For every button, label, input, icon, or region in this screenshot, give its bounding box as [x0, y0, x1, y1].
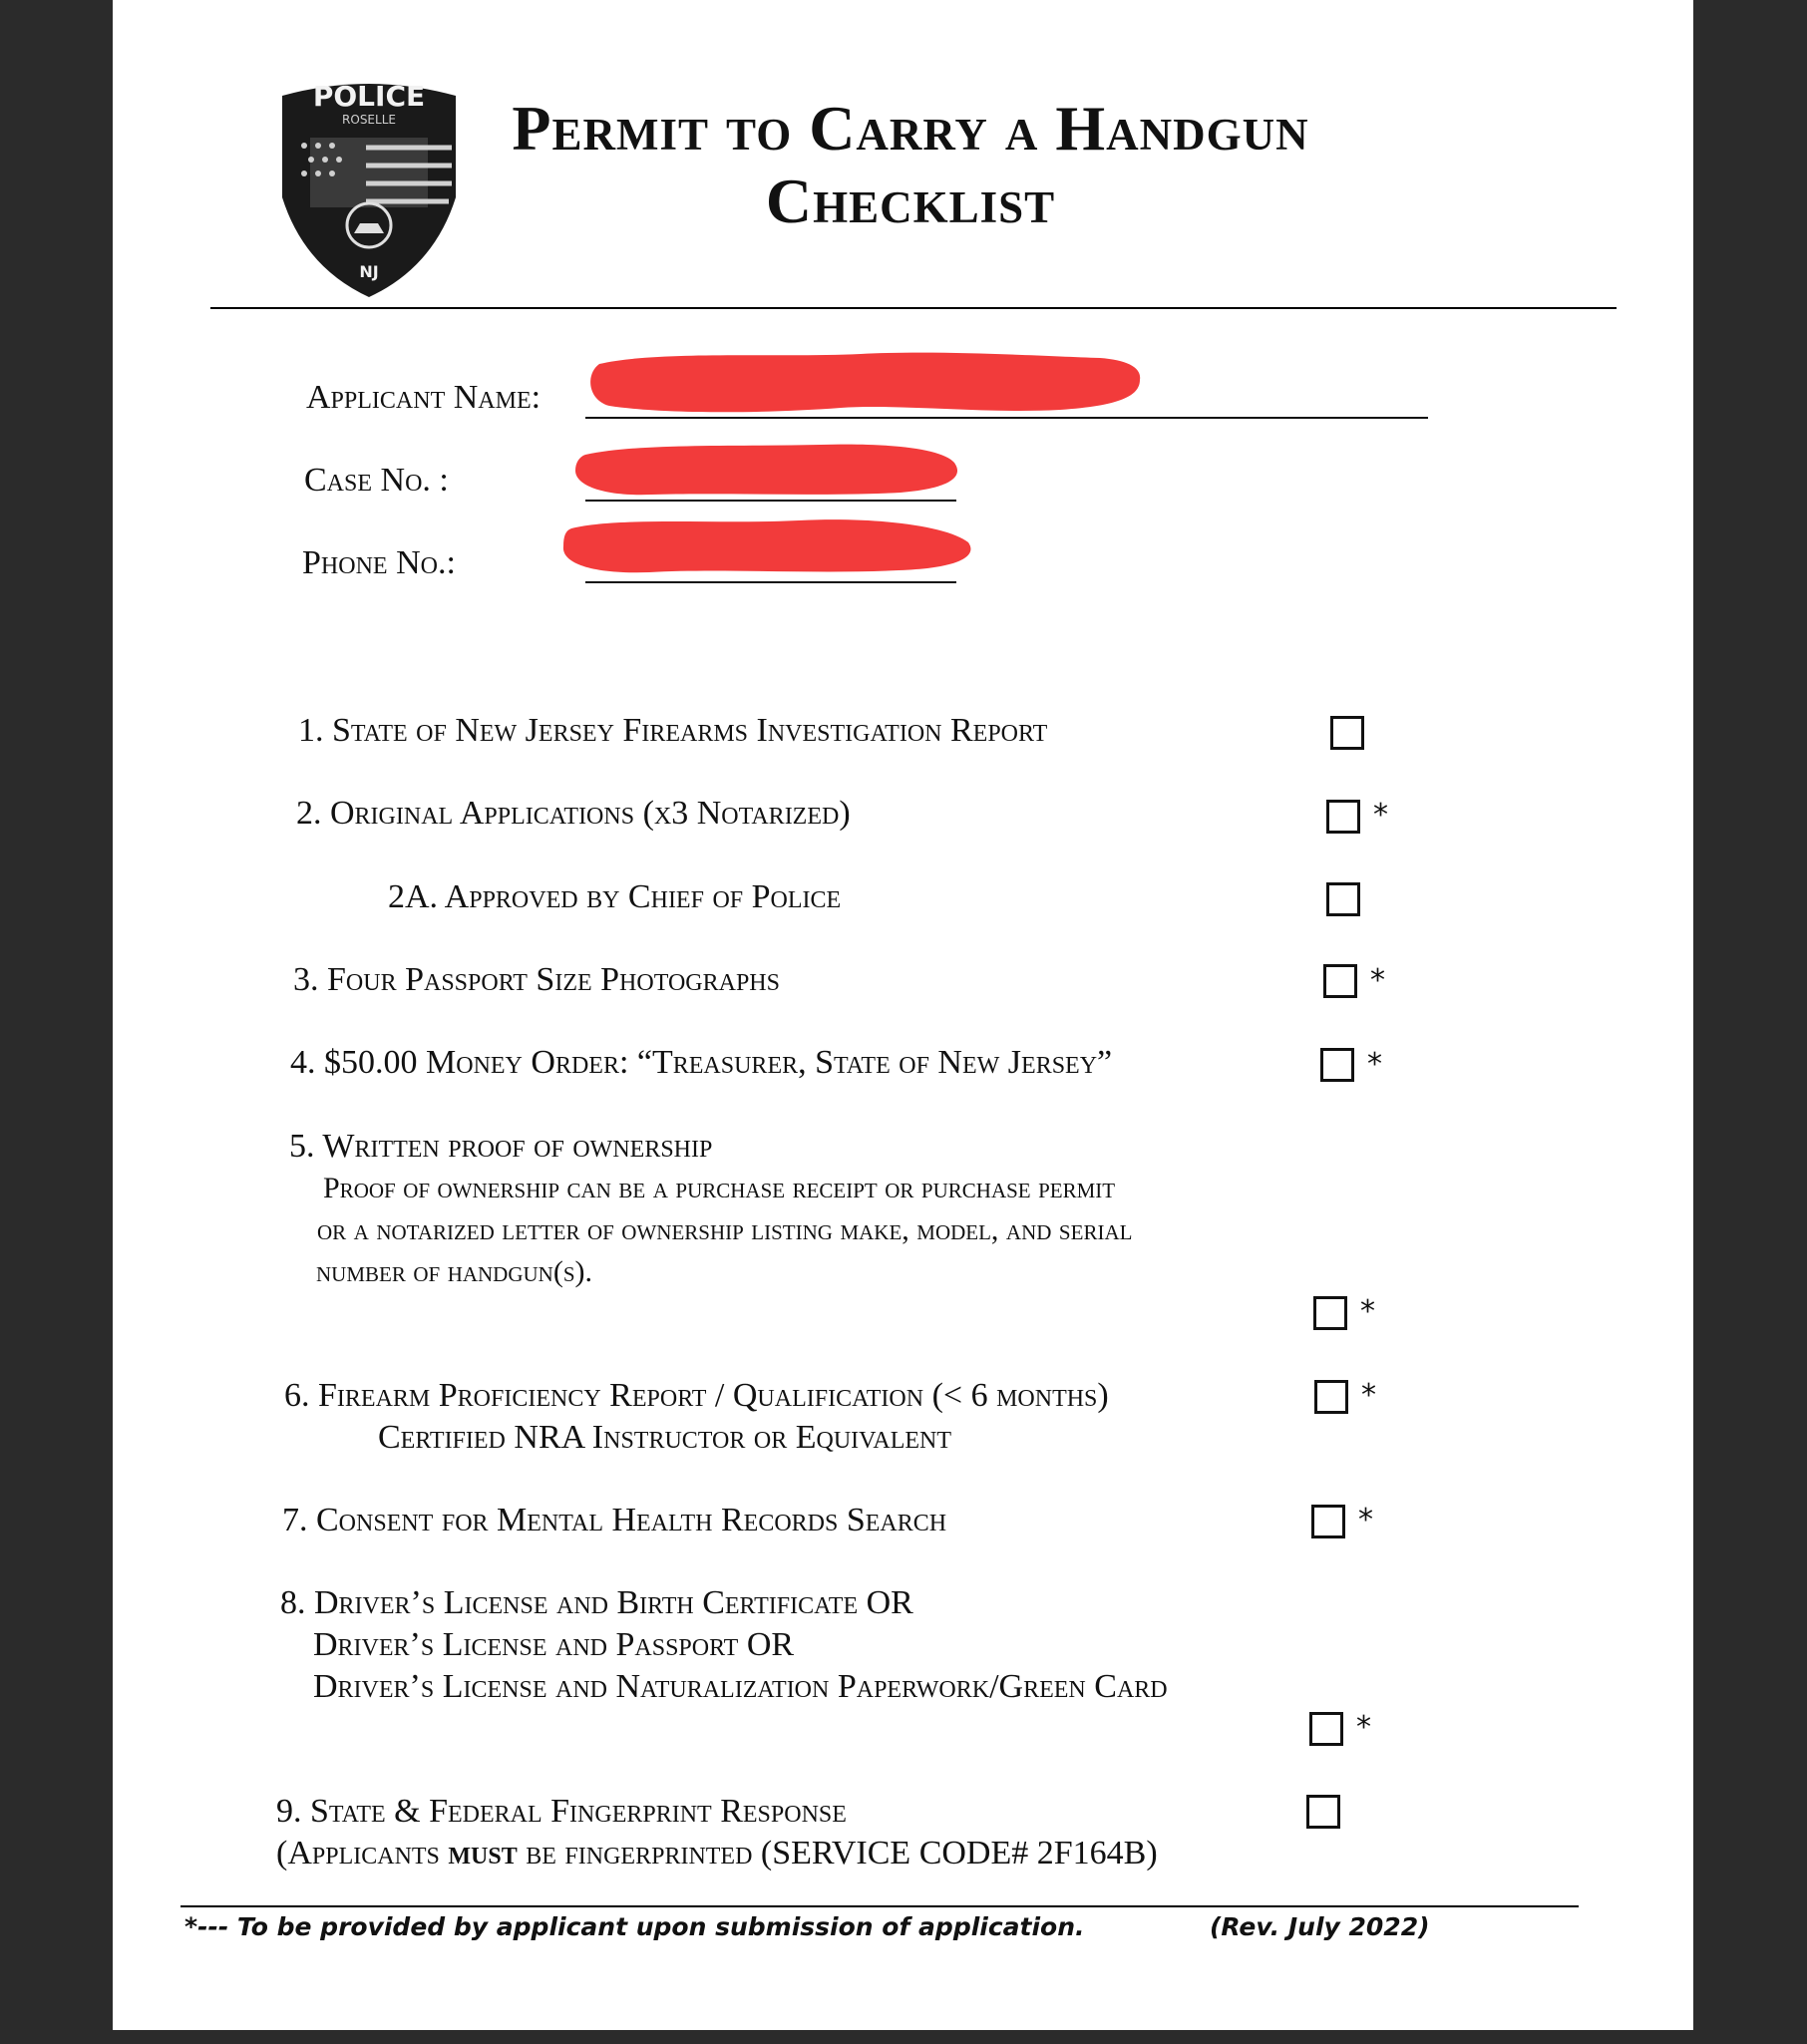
- footer-note: *--- To be provided by applicant upon submission of application.: [184, 1912, 1085, 1941]
- revision-date: (Rev. July 2022): [1210, 1912, 1430, 1941]
- checkbox-item-7[interactable]: [1311, 1505, 1345, 1538]
- case-no-label: Case No. :: [304, 462, 449, 499]
- service-code: (SERVICE CODE# 2F164B): [760, 1835, 1158, 1872]
- phone-no-redaction: [559, 512, 980, 578]
- checkbox-item-6[interactable]: [1314, 1380, 1348, 1414]
- checklist-item-5-detail-3: number of handgun(s).: [316, 1255, 593, 1288]
- required-asterisk-2: *: [1373, 798, 1388, 833]
- checkbox-item-3[interactable]: [1323, 964, 1357, 998]
- required-asterisk-3: *: [1370, 963, 1385, 998]
- checklist-item-6-detail: Certified NRA Instructor or Equivalent: [378, 1419, 952, 1456]
- checklist-item-5: 5. Written proof of ownership: [289, 1128, 713, 1165]
- seal-top-text: POLICE: [312, 80, 426, 113]
- applicant-name-label: Applicant Name:: [306, 379, 542, 416]
- case-no-redaction: [571, 437, 966, 501]
- checklist-item-2: 2. Original Applications (x3 Notarized): [296, 795, 851, 832]
- page-title-line2: Checklist: [765, 166, 1056, 236]
- checklist-item-5-detail-2: or a notarized letter of ownership listing make, model, and serial: [317, 1213, 1133, 1246]
- applicant-name-redaction: [581, 344, 1152, 424]
- checklist-item-7: 7. Consent for Mental Health Records Search: [282, 1502, 947, 1538]
- checklist-item-8: 8. Driver’s License and Birth Certificate OR: [280, 1584, 913, 1621]
- page-title-line1: Permit to Carry a Handgun: [512, 93, 1309, 164]
- checkbox-item-2[interactable]: [1326, 800, 1360, 834]
- checklist-item-4: 4. $50.00 Money Order: “Treasurer, State of New Jersey”: [290, 1044, 1113, 1081]
- footer-divider: [181, 1905, 1579, 1907]
- checklist-item-9-detail: (Applicants must be fingerprinted (SERVICE CODE# 2F164B): [276, 1835, 1158, 1872]
- must-emphasis: must: [448, 1835, 518, 1872]
- seal-state-text: NJ: [359, 262, 379, 281]
- checklist-item-2a: 2A. Approved by Chief of Police: [388, 878, 842, 915]
- checkbox-item-2a[interactable]: [1326, 882, 1360, 916]
- required-asterisk-8: *: [1356, 1710, 1371, 1745]
- checkbox-item-4[interactable]: [1320, 1048, 1354, 1082]
- checklist-item-1: 1. State of New Jersey Firearms Investigation Report: [298, 712, 1048, 749]
- checkbox-item-9[interactable]: [1306, 1795, 1340, 1829]
- checklist-item-8-detail-1: Driver’s License and Passport OR: [313, 1626, 795, 1663]
- checkbox-item-8[interactable]: [1309, 1712, 1343, 1746]
- checkbox-item-1[interactable]: [1330, 716, 1364, 750]
- checklist-item-6: 6. Firearm Proficiency Report / Qualification (< 6 months): [284, 1377, 1109, 1414]
- phone-no-line: [585, 581, 956, 583]
- checklist-item-8-detail-2: Driver’s License and Naturalization Paperwork/Green Card: [313, 1668, 1168, 1705]
- required-asterisk-6: *: [1361, 1378, 1376, 1413]
- required-asterisk-5: *: [1360, 1294, 1375, 1329]
- required-asterisk-7: *: [1358, 1503, 1373, 1537]
- header-divider: [210, 307, 1617, 309]
- checklist-item-5-detail-1: Proof of ownership can be a purchase receipt or purchase permit: [323, 1172, 1116, 1204]
- seal-city-text: ROSELLE: [342, 113, 396, 127]
- checklist-item-9: 9. State & Federal Fingerprint Response: [276, 1793, 847, 1830]
- checkbox-item-5[interactable]: [1313, 1296, 1347, 1330]
- document-page: [113, 0, 1693, 2030]
- required-asterisk-4: *: [1367, 1047, 1382, 1082]
- checklist-item-3: 3. Four Passport Size Photographs: [293, 961, 780, 998]
- phone-no-label: Phone No.:: [302, 544, 456, 581]
